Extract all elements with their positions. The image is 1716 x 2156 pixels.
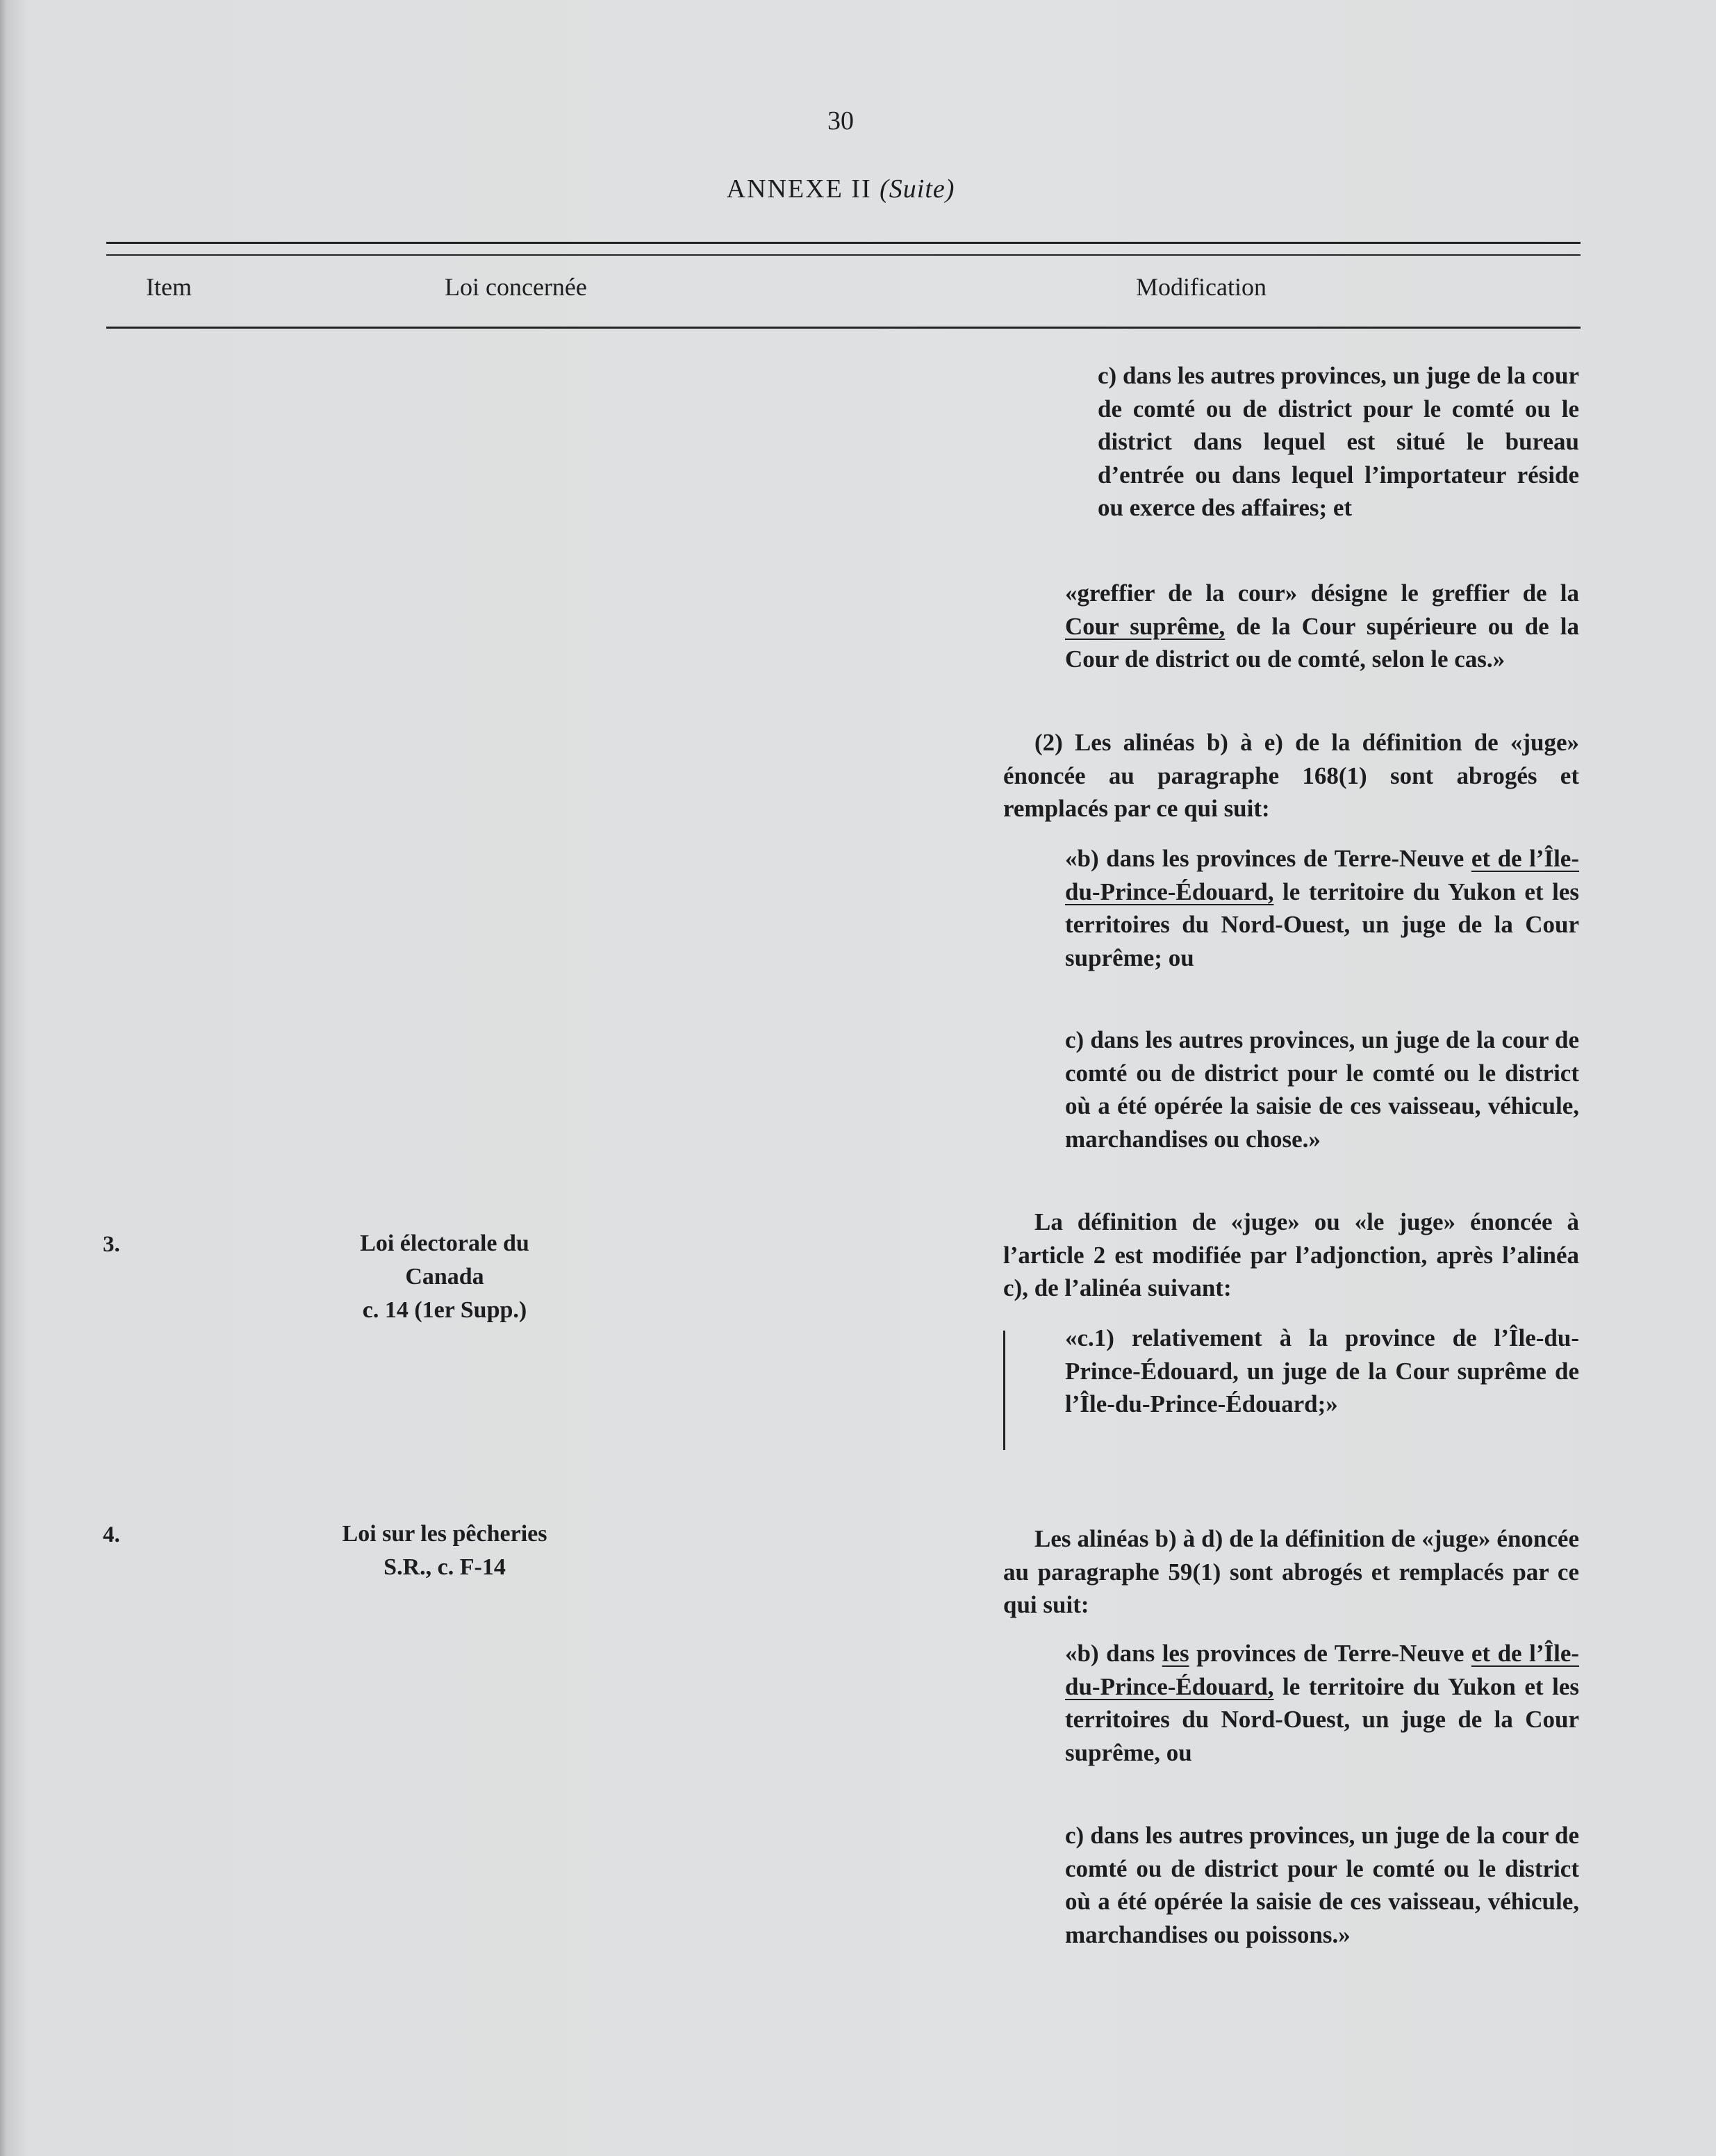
text-run: «b) dans bbox=[1065, 1640, 1162, 1667]
modification-paragraph: c) dans les autres provinces, un juge de la cour de comté ou de district pour le comté ou le district où a été opérée la saisie de ces vaisseau, véhicule, marchandises ou chose.» bbox=[1065, 1026, 1579, 1153]
text-run: provinces de Terre-Neuve bbox=[1189, 1640, 1471, 1667]
row-law-name bbox=[292, 1517, 597, 1584]
column-header-law: Loi concernée bbox=[445, 273, 587, 301]
modification-paragraph bbox=[1065, 842, 1579, 974]
row-law-name bbox=[292, 1227, 597, 1327]
modification-paragraph bbox=[1065, 1637, 1579, 1769]
annex-title-suffix: (Suite) bbox=[880, 174, 955, 204]
modification-paragraph: c) dans les autres provinces, un juge de la cour de comté ou de district pour le comté ou le district où a été opérée la saisie de ces vaisseau, véhicule, marchandises ou poissons.» bbox=[1065, 1822, 1579, 1948]
law-line: Loi sur les pêcheries bbox=[342, 1521, 547, 1547]
text-run: le territoire du Yukon et les territoires du Nord-Ouest, un juge de la Cour suprême, ou bbox=[1065, 1672, 1579, 1766]
modification-paragraph: La définition de «juge» ou «le juge» énoncée à l’article 2 est modifiée par l’adjonction, après l’alinéa c), de l’alinéa suivant: bbox=[1003, 1208, 1579, 1301]
modification-paragraph: (2) Les alinéas b) à e) de la définition de «juge» énoncée au paragraphe 168(1) sont abrogés et remplacés par ce qui suit: bbox=[1003, 729, 1579, 822]
change-bar bbox=[1003, 1331, 1005, 1450]
underlined-text: les bbox=[1162, 1640, 1189, 1667]
column-header-item: Item bbox=[146, 273, 192, 301]
modification-paragraph: Les alinéas b) à d) de la définition de «juge» énoncée au paragraphe 59(1) sont abrogés et remplacés par ce qui suit: bbox=[1003, 1525, 1579, 1618]
modification-paragraph bbox=[1065, 577, 1579, 676]
table-header-rule bbox=[106, 327, 1581, 329]
table-top-rule-second bbox=[106, 254, 1581, 256]
row-item-number: 4. bbox=[103, 1522, 120, 1547]
law-line: S.R., c. F-14 bbox=[383, 1554, 506, 1580]
column-header-modification: Modification bbox=[1136, 273, 1267, 301]
table-top-rule bbox=[106, 242, 1581, 244]
annex-title bbox=[0, 174, 1681, 204]
text-run: «greffier de la cour» désigne le greffier de la bbox=[1065, 579, 1579, 607]
modification-paragraph: «c.1) relativement à la province de l’Île-du-Prince-Édouard, un juge de la Cour suprême de l’Île-du-Prince-Édouard;» bbox=[1065, 1324, 1579, 1417]
law-line: Loi électorale du bbox=[360, 1231, 529, 1256]
text-run: «b) dans les provinces de Terre-Neuve bbox=[1065, 845, 1471, 872]
underlined-text: Cour suprême, bbox=[1065, 612, 1226, 640]
law-line: c. 14 (1er Supp.) bbox=[362, 1297, 527, 1323]
text-run: le territoire du Yukon et les territoires du Nord-Ouest, un juge de la Cour suprême; ou bbox=[1065, 878, 1579, 971]
underlined-text: et de l’Île-du-Prince-Édouard, bbox=[1065, 845, 1579, 905]
modification-paragraph: c) dans les autres provinces, un juge de la cour de comté ou de district pour le comté ou le district dans lequel est situé le bureau d’entrée ou dans lequel l’importateur réside ou exerce des affaires; et bbox=[1098, 362, 1579, 521]
text-run: de la Cour supérieure ou de la Cour de district ou de comté, selon le cas.» bbox=[1065, 612, 1579, 673]
law-line: Canada bbox=[405, 1264, 484, 1290]
underlined-text: et de l’Île-du-Prince-Édouard, bbox=[1065, 1640, 1580, 1700]
row-item-number: 3. bbox=[103, 1232, 120, 1257]
annex-title-text: ANNEXE II bbox=[726, 174, 872, 204]
page-number: 30 bbox=[827, 106, 854, 135]
